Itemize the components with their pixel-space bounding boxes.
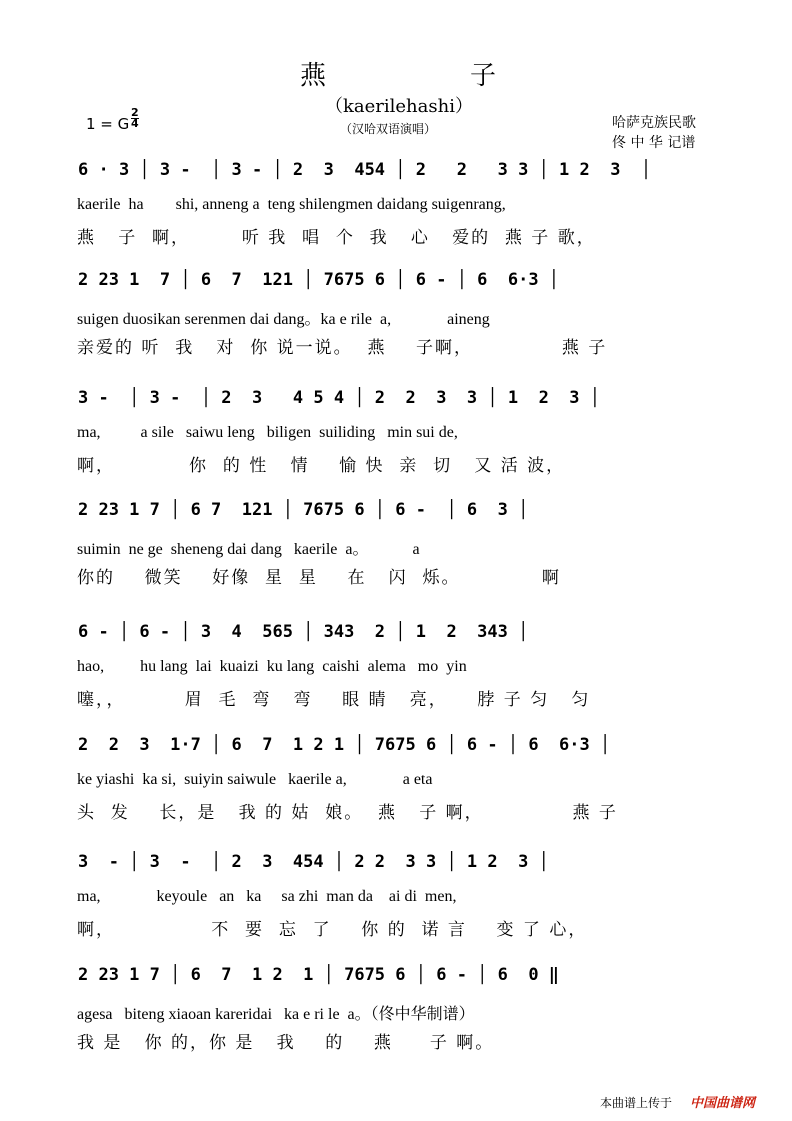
notation-line: 2 23 1 7 │ 6 7 121 │ 7675 6 │ 6 - │ 6 3 │ <box>78 500 529 520</box>
notation-line: 2 23 1 7 │ 6 7 1 2 1 │ 7675 6 │ 6 - │ 6 0 ‖ <box>78 965 560 985</box>
time-signature <box>131 108 139 129</box>
notation-line: 2 23 1 7 │ 6 7 121 │ 7675 6 │ 6 - │ 6 6·3 │ <box>78 270 560 290</box>
key-signature: 1 = G <box>86 115 130 133</box>
credit-origin: 哈萨克族民歌 <box>612 115 696 131</box>
lyrics-chinese: 你的 微笑 好像 星 星 在 闪 烁。 啊 <box>77 568 561 588</box>
subtitle: （kaerilehashi） <box>325 96 473 117</box>
lyrics-pinyin: agesa biteng xiaoan kareridai ka e ri le a。（佟中华制谱） <box>77 1006 475 1023</box>
lyrics-pinyin: ma, a sile saiwu leng biligen suiliding min sui de, <box>77 424 458 441</box>
lyrics-chinese: 啊， 不 要 忘 了 你 的 诺 言 变 了 心， <box>77 920 588 940</box>
lyrics-pinyin: suigen duosikan serenmen dai dang。ka e rile a, aineng <box>77 311 490 328</box>
credit-transcriber: 佟 中 华 记谱 <box>612 135 696 151</box>
notation-line: 6 · 3 │ 3 - │ 3 - │ 2 3 454 │ 2 2 3 3 │ 1 2 3 │ <box>78 160 652 180</box>
notation-line: 6 - │ 6 - │ 3 4 565 │ 343 2 │ 1 2 343 │ <box>78 622 529 642</box>
lyrics-pinyin: ma, keyoule an ka sa zhi man da ai di men, <box>77 888 457 905</box>
song-title-part2: 子 <box>470 61 497 91</box>
lyrics-pinyin: kaerile ha shi, anneng a teng shilengmen daidang suigenrang, <box>77 196 506 213</box>
time-bottom: 4 <box>131 117 139 130</box>
performance-mode: （汉哈双语演唱） <box>340 122 437 136</box>
lyrics-pinyin: ke yiashi ka si, suiyin saiwule kaerile a, a eta <box>77 771 433 788</box>
lyrics-chinese: 头 发 长，是 我 的 姑 娘。 燕 子 啊， 燕 子 <box>77 803 618 823</box>
notation-line: 3 - │ 3 - │ 2 3 4 5 4 │ 2 2 3 3 │ 1 2 3 │ <box>78 388 600 408</box>
lyrics-chinese: 燕 子 啊， 听 我 唱 个 我 心 爱的 燕 子 歌， <box>77 228 596 248</box>
lyrics-chinese: 亲爱的 听 我 对 你 说一说。 燕 子啊， 燕 子 <box>77 338 608 358</box>
notation-line: 2 2 3 1·7 │ 6 7 1 2 1 │ 7675 6 │ 6 - │ 6 6·3 │ <box>78 735 611 755</box>
lyrics-chinese: 我 是 你 的，你 是 我 的 燕 子 啊。 <box>77 1033 495 1053</box>
song-title-part1: 燕 <box>300 61 327 91</box>
lyrics-pinyin: suimin ne ge sheneng dai dang kaerile a。 a <box>77 541 420 558</box>
time-top: 2 <box>131 106 139 119</box>
notation-line: 3 - │ 3 - │ 2 3 454 │ 2 2 3 3 │ 1 2 3 │ <box>78 852 549 872</box>
lyrics-chinese: 啊， 你 的 性 情 愉 快 亲 切 又 活 波， <box>77 456 566 476</box>
upload-note: 本曲谱上传于 <box>600 1096 673 1110</box>
site-logo: 中国曲谱网 <box>690 1096 756 1111</box>
lyrics-pinyin: hao, hu lang lai kuaizi ku lang caishi alema mo yin <box>77 658 467 675</box>
lyrics-chinese: 噻，， 眉 毛 弯 弯 眼 睛 亮， 脖 子 匀 匀 <box>77 690 591 710</box>
